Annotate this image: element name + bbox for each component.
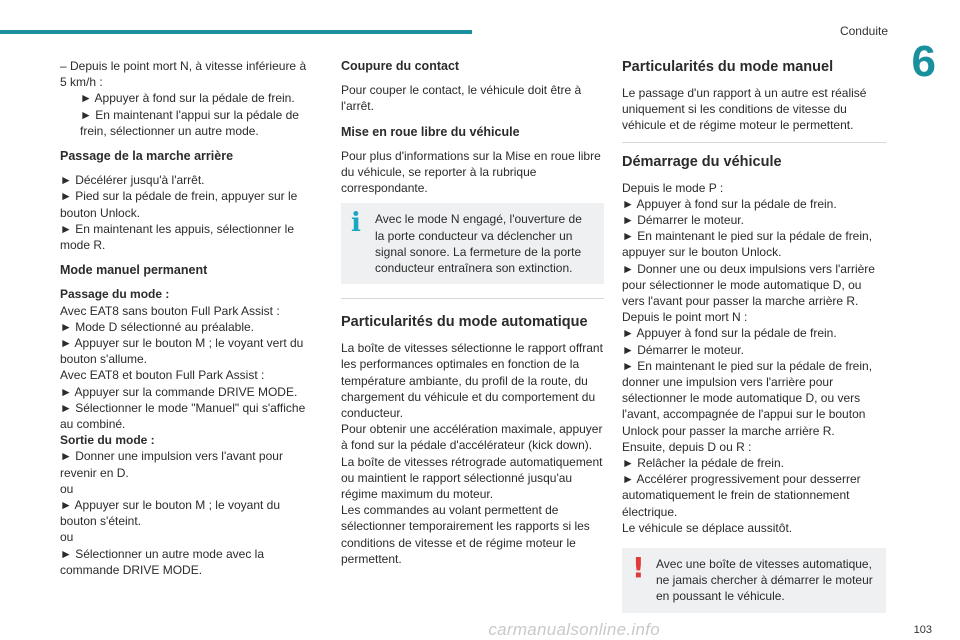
text-line: ► Sélectionner le mode "Manuel" qui s'affiche au combiné. <box>60 400 306 432</box>
text-line: Avec EAT8 et bouton Full Park Assist : <box>60 368 265 383</box>
text-line: ou <box>60 481 74 496</box>
step-line: ► Accélérer progressivement pour desserrer automatiquement le frein de stationnement électrique. <box>622 472 861 519</box>
subheading: Passage du mode : <box>60 287 170 302</box>
text-line: ► Décélérer jusqu'à l'arrêt. <box>60 173 205 188</box>
text-line: ► Appuyer sur le bouton M ; le voyant du bouton s'éteint. <box>60 498 281 529</box>
step-line: ► Appuyer à fond sur la pédale de frein. <box>622 326 837 341</box>
step-line: Ensuite, depuis D ou R : <box>622 439 752 454</box>
text-line: – Depuis le point mort N, à vitesse inférieure à 5 km/h : <box>60 59 307 90</box>
step-line: ► En maintenant le pied sur la pédale de frein, donner une impulsion vers l'arrière pour sélectionner le mode automatique D, ou vers l'avant, accompagnée de l'appui sur le bouton Unlock pour passer la marche arrière R. <box>622 358 873 438</box>
text-line: ► Appuyer sur le bouton M ; le voyant vert du bouton s'allume. <box>60 336 304 367</box>
info-note-text: Avec le mode N engagé, l'ouverture de la porte conducteur va déclencher un signal sonore. La fermeture de la porte conducteur entraînera son extinction. <box>375 212 582 276</box>
heading-demarrage: Démarrage du véhicule <box>622 153 782 170</box>
chapter-number: 6 <box>911 37 936 86</box>
text-line: ► Mode D sélectionné au préalable. <box>60 319 254 334</box>
demarrage-steps <box>622 180 886 536</box>
subheading: Sortie du mode : <box>60 433 155 448</box>
text-line: ► Sélectionner un autre mode avec la commande DRIVE MODE. <box>60 546 264 577</box>
section-divider <box>341 298 604 299</box>
paragraph-auto-3: Les commandes au volant permettent de sélectionner temporairement les rapports si les conditions de vitesse et de régime moteur le permettent. <box>341 503 590 566</box>
paragraph-auto-2: Pour obtenir une accélération maximale, appuyer à fond sur la pédale d'accélérateur (kick down). La boîte de vitesses rétrograde automatiquement ou maintient le rapport sélectionné jusqu'au régime maximum du moteur. <box>341 422 603 502</box>
watermark: carmanualsonline.info <box>488 620 660 639</box>
text-line: ► Donner une impulsion vers l'avant pour revenir en D. <box>60 449 283 480</box>
step-line: ► Démarrer le moteur. <box>622 213 744 228</box>
step-line: ► Démarrer le moteur. <box>622 342 744 357</box>
text-line: ► En maintenant les appuis, sélectionner le mode R. <box>60 221 295 253</box>
step-line: Depuis le point mort N : <box>622 310 748 325</box>
step-line: ► Appuyer à fond sur la pédale de frein. <box>622 196 837 211</box>
column-1 <box>60 58 316 578</box>
section-title: Conduite <box>839 24 888 38</box>
text-line: Avec EAT8 sans bouton Full Park Assist : <box>60 303 280 318</box>
paragraph-auto-1: La boîte de vitesses sélectionne le rapport offrant les performances optimales en fonction de la température ambiante, du profil de la route, du chargement du véhicule et du comportement du conducteur. <box>341 341 603 421</box>
heading-roue-libre: Mise en roue libre du véhicule <box>341 124 520 139</box>
section-divider <box>622 142 886 143</box>
heading-coupure-contact: Coupure du contact <box>341 59 460 73</box>
step-line: Le véhicule se déplace aussitôt. <box>622 520 793 535</box>
step-line: ► Appuyer à fond sur la pédale de frein. <box>80 91 295 106</box>
text-line: ► Pied sur la pédale de frein, appuyer sur le bouton Unlock. <box>60 189 298 220</box>
step-line: ► En maintenant le pied sur la pédale de frein, appuyer sur le bouton Unlock. <box>622 229 873 260</box>
heading-mode-manuel: Particularités du mode manuel <box>622 59 834 75</box>
section-heading: Mode manuel permanent <box>60 263 208 278</box>
section-heading: Passage de la marche arrière <box>60 149 234 164</box>
paragraph-mode-manuel: Le passage d'un rapport à un autre est réalisé uniquement si les conditions de vitesse du véhicule et de régime moteur le permettent. <box>622 86 867 133</box>
column-3 <box>622 58 886 627</box>
step-line: Depuis le mode P : <box>622 180 724 195</box>
text-line: ou <box>60 530 74 545</box>
paragraph-coupure: Pour couper le contact, le véhicule doit être à l'arrêt. <box>341 83 582 114</box>
info-icon: i <box>351 208 361 239</box>
header-accent-bar <box>0 30 472 34</box>
column-2 <box>341 58 604 567</box>
heading-mode-automatique: Particularités du mode automatique <box>341 314 588 331</box>
paragraph-roue-libre: Pour plus d'informations sur la Mise en roue libre du véhicule, se reporter à la rubrique correspondante. <box>341 148 601 196</box>
step-line: ► Donner une ou deux impulsions vers l'arrière pour sélectionner le mode automatique D, ou vers l'avant pour passer la marche arrière R. <box>622 261 875 309</box>
warning-icon: ! <box>632 551 645 585</box>
warning-note-text: Avec une boîte de vitesses automatique, ne jamais chercher à démarrer le moteur en poussant le véhicule. <box>656 557 873 604</box>
text-line: ► Appuyer sur la commande DRIVE MODE. <box>60 384 298 399</box>
step-line: ► Relâcher la pédale de frein. <box>622 456 784 471</box>
info-note <box>341 203 604 284</box>
step-line: ► En maintenant l'appui sur la pédale de frein, sélectionner un autre mode. <box>80 107 299 138</box>
warning-note <box>622 548 886 613</box>
page-number: 103 <box>913 624 932 636</box>
